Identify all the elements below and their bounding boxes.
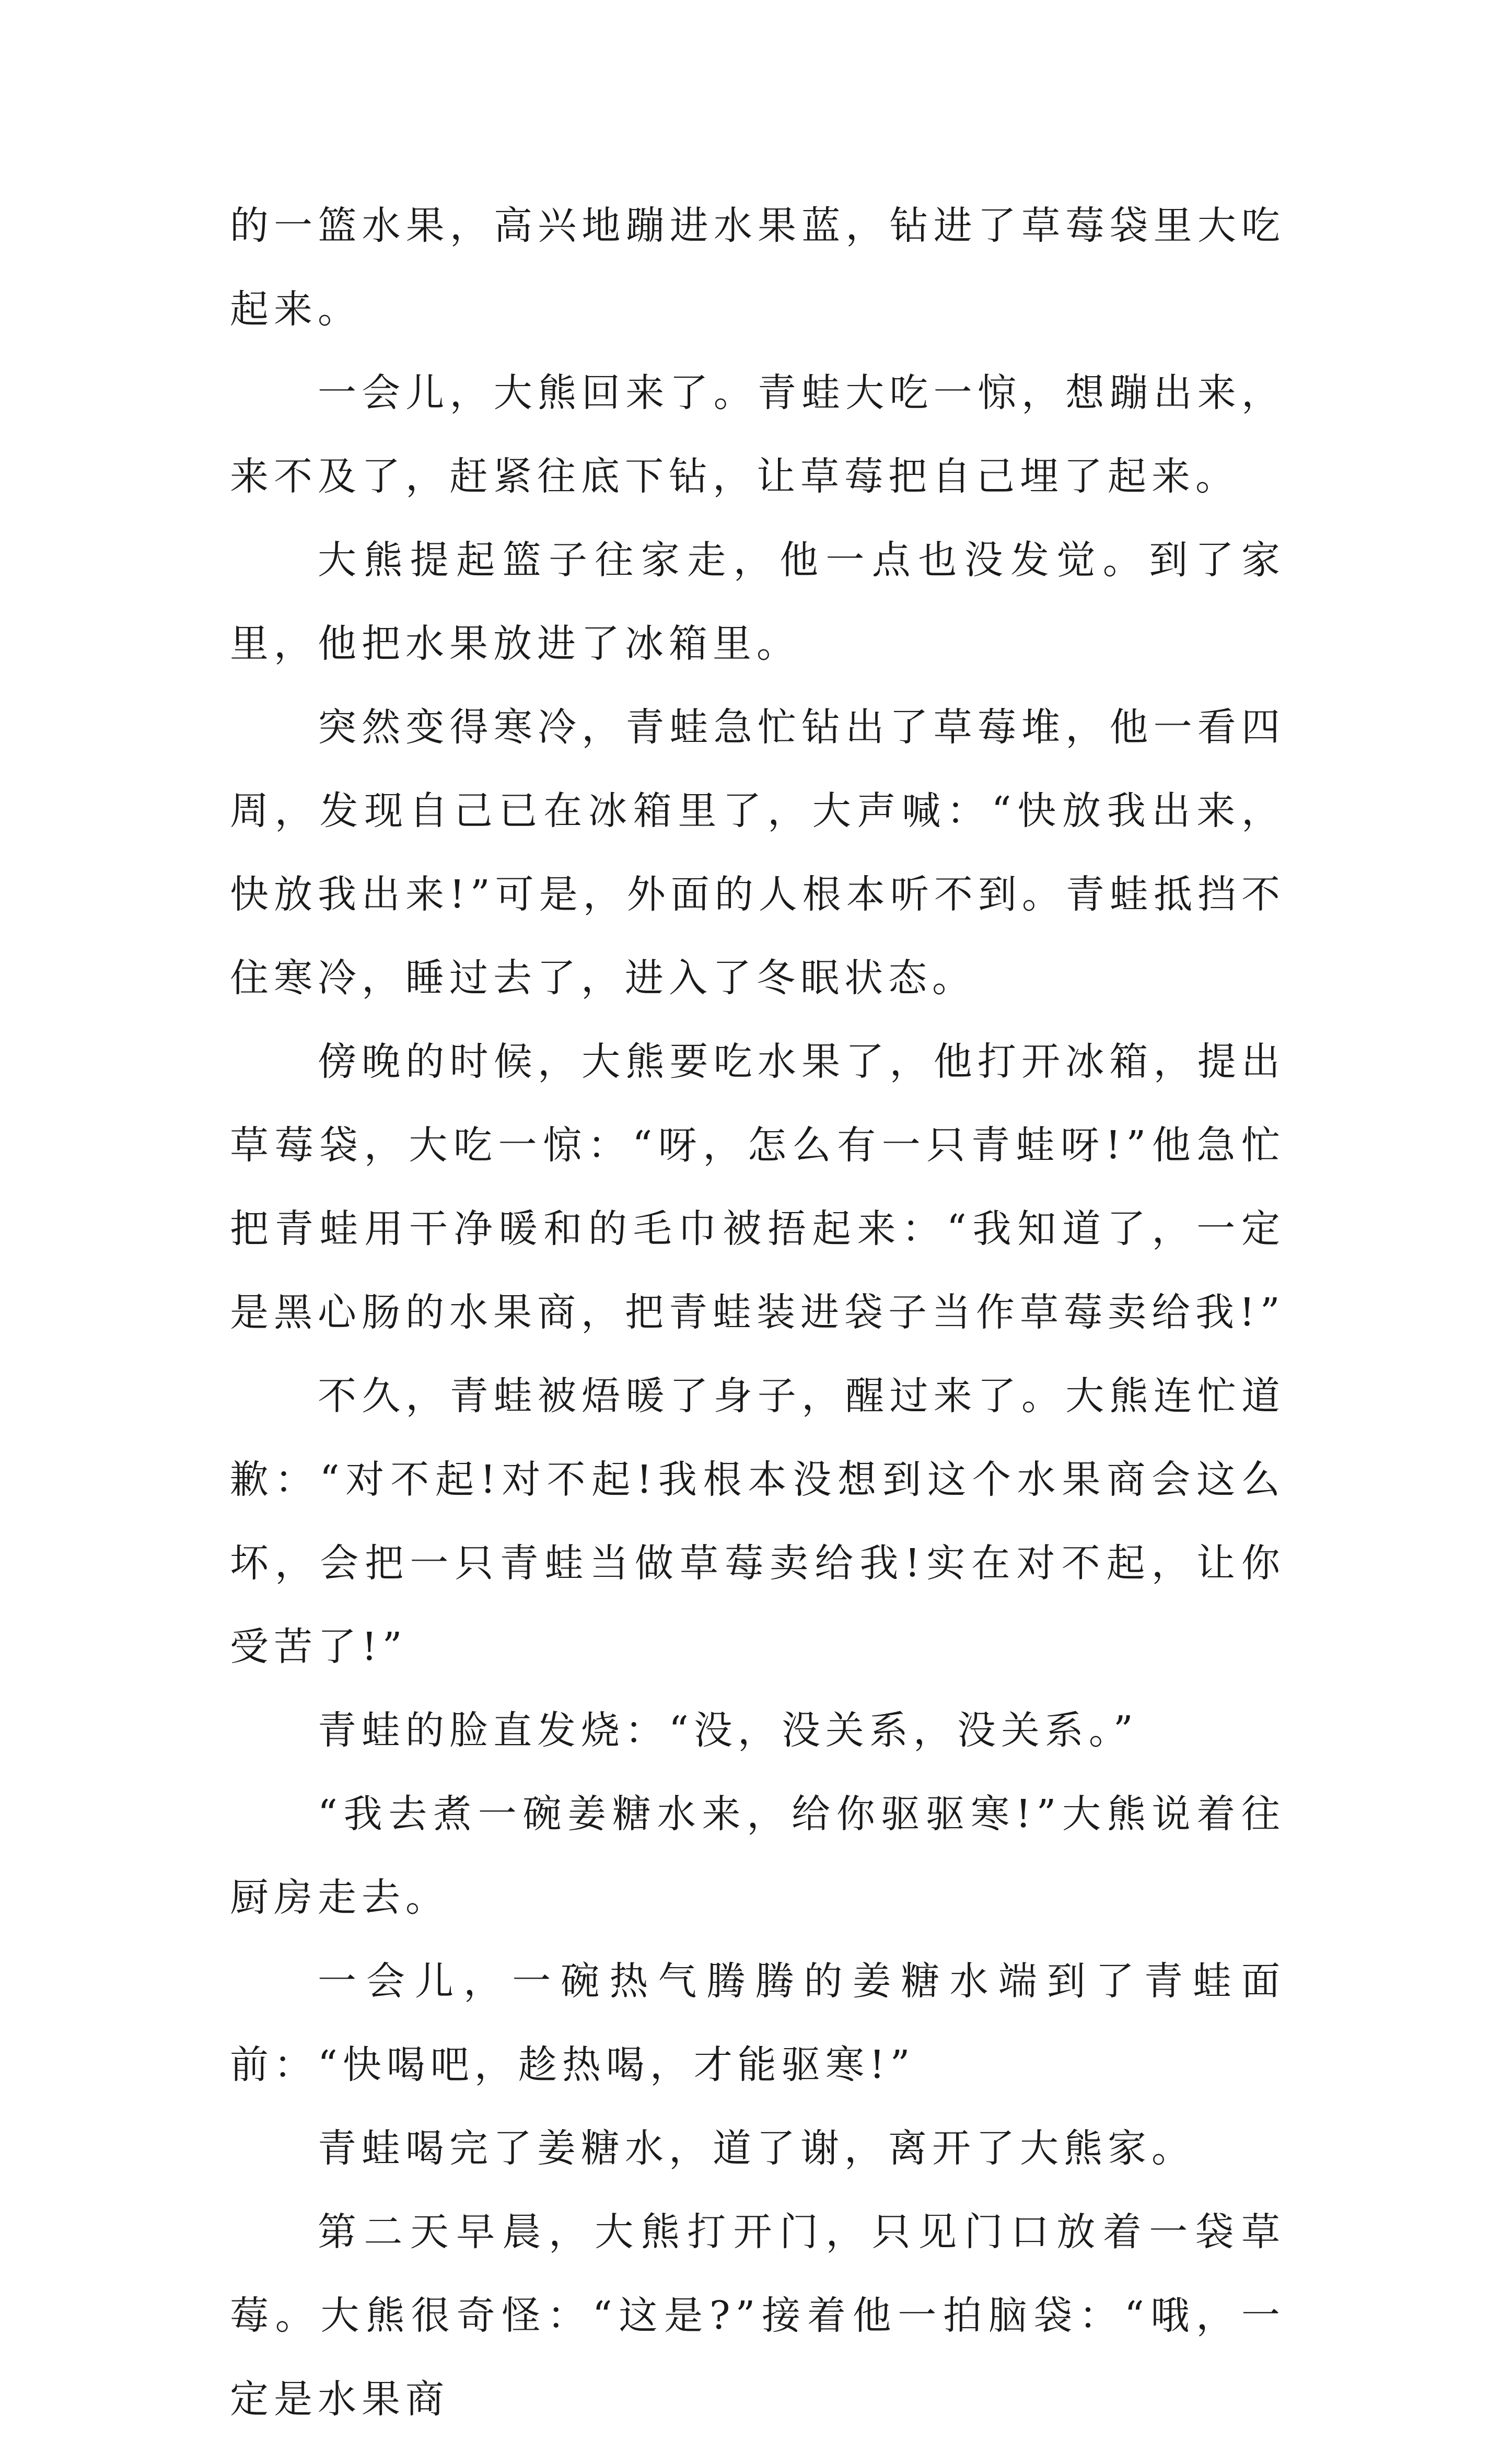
paragraph-10: 青蛙喝完了姜糖水，道了谢，离开了大熊家。 [318,2126,1195,2171]
paragraph-6: 不久，青蛙被焐暖了身子，醒过来了。大熊连忙道歉：“对不起!对不起!我根本没想到这个水果商会这么坏，会把一只青蛙当做草莓卖给我!实在对不起，让你受苦了!” [230,1374,1285,1669]
paragraph-9: 一会儿，一碗热气腾腾的姜糖水端到了青蛙面前：“快喝吧，趁热喝，才能驱寒!” [230,1959,1285,2087]
paragraph-11: 第二天早晨，大熊打开门，只见门口放着一袋草莓。大熊很奇怪：“这是?”接着他一拍脑袋：“哦，一定是水果商 [230,2210,1285,2422]
paragraph-7: 青蛙的脸直发烧：“没，没关系，没关系。” [318,1708,1138,1753]
paragraph-5: 傍晚的时候，大熊要吃水果了，他打开冰箱，提出草莓袋，大吃一惊：“呀，怎么有一只青蛙呀!”他急忙把青蛙用干净暖和的毛巾被捂起来：“我知道了，一定是黑心肠的水果商，把青蛙装进袋子当作草莓卖给我!” [230,1039,1285,1335]
paragraph-2: 一会儿，大熊回来了。青蛙大吃一惊，想蹦出来，来不及了，赶紧往底下钻，让草莓把自己埋了起来。 [230,370,1285,499]
paragraph-1: 的一篮水果，高兴地蹦进水果蓝，钻进了草莓袋里大吃起来。 [230,203,1285,332]
paragraph-3: 大熊提起篮子往家走，他一点也没发觉。到了家里，他把水果放进了冰箱里。 [230,538,1285,666]
paragraph-8: “我去煮一碗姜糖水来，给你驱驱寒!”大熊说着往厨房走去。 [230,1792,1285,1920]
paragraph-4: 突然变得寒冷，青蛙急忙钻出了草莓堆，他一看四周，发现自己已在冰箱里了，大声喊：“快放我出来，快放我出来!”可是，外面的人根本听不到。青蛙抵挡不住寒冷，睡过去了，进入了冬眠状态。 [230,705,1285,1001]
story-text [230,184,1285,2441]
